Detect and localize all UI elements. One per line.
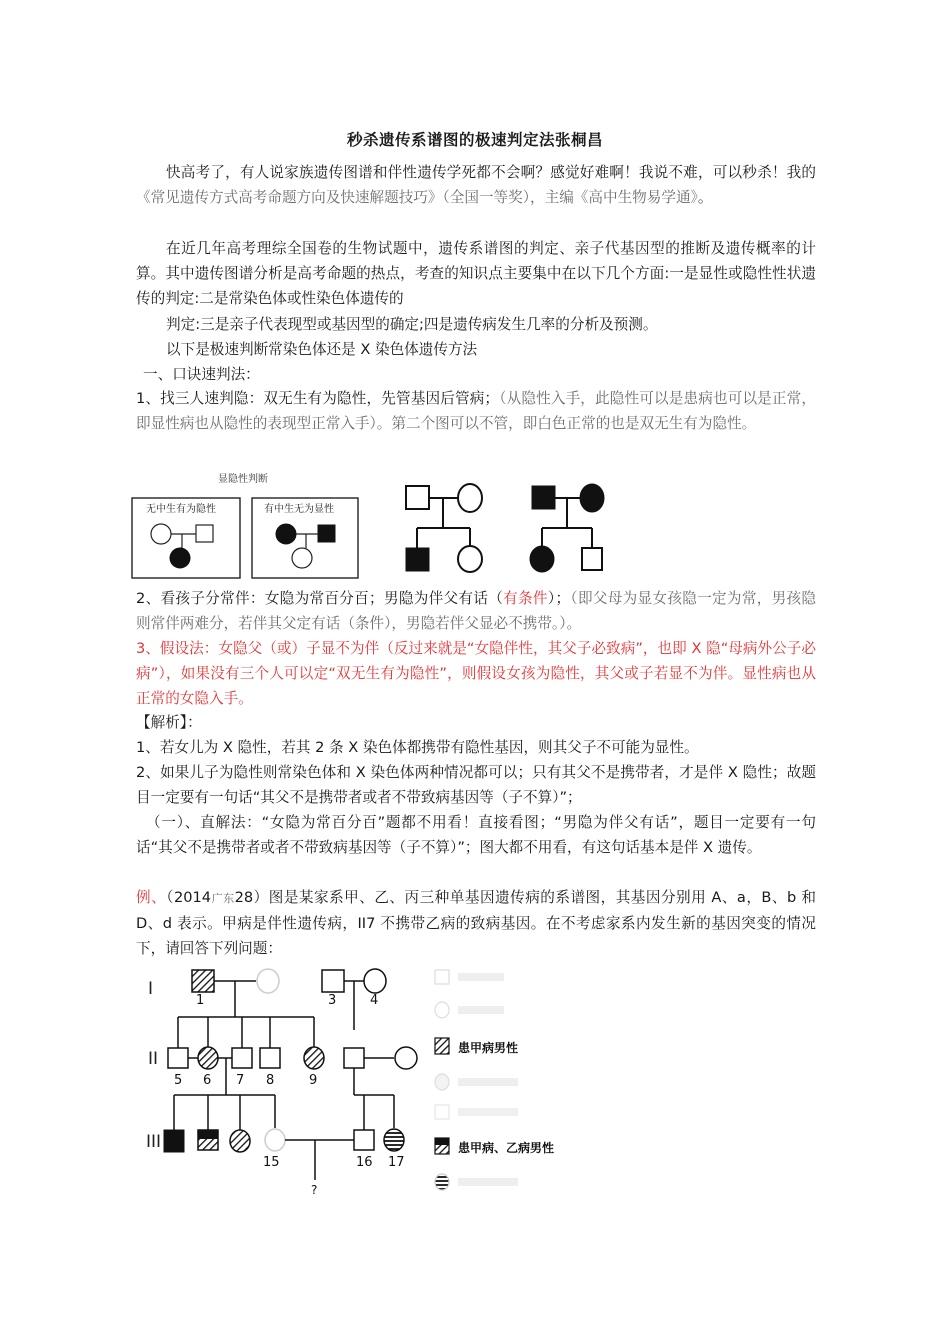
id-5: 5 [174, 1073, 183, 1088]
father-square [196, 525, 213, 542]
rule-3: 3、假设法：女隐父（或）子显不为伴（反过来就是“女隐伴性，其父子必致病”，也即 X 隐“母病外公子必病”），如果没有三个人可以定“双无生有为隐性”，则假设女孩为隐性，其父或子若显不为伴。显性病也从正常的女隐入手。 [136, 640, 816, 707]
individual-4 [364, 969, 386, 993]
id-4: 4 [370, 993, 379, 1008]
id-3: 3 [328, 993, 337, 1008]
id-8: 8 [266, 1073, 275, 1088]
legend-male-a [435, 1038, 449, 1054]
legend-label-male-ab: 患甲病、乙病男性 [458, 1141, 555, 1155]
example-year: （2014 [166, 889, 212, 906]
legend-female-c [435, 1174, 449, 1190]
unknown-offspring: ? [311, 1183, 318, 1197]
rule-1-note: （从隐性入手，此隐性可以是患病也可以是正常，即显性病也从隐性的表现型正常入手）。第二个图可以不管，即白色正常的也是双无生有为隐性。 [136, 390, 816, 432]
figure-1-box-2-label: 有中生无为显性 [264, 504, 334, 515]
id-1: 1 [196, 993, 205, 1008]
individual-11 [395, 1047, 417, 1069]
legend-male-b [435, 1105, 449, 1119]
individual-16 [354, 1130, 374, 1150]
rule-2-lead: 2、看孩子分常伴：女隐为常百分百；男隐为伴父有话（ [136, 590, 504, 607]
id-7: 7 [236, 1073, 245, 1088]
rule-1-lead: 1、找三人速判隐：双无生有为隐性，先管基因后管病； [136, 390, 500, 407]
intro-books: 《常见遗传方式高考命题方向及快速解题技巧》（全国一等奖），主编《高中生物易学通》 [136, 189, 698, 206]
legend-normal-female [435, 1002, 449, 1018]
example-text: 图是某家系甲、乙、丙三种单基因遗传病的系谱图，其基因分别用 A、a，B、b 和 D、d 表示。甲病是伴性遗传病，II7 不携带乙病的致病基因。在不考虑家系内发生新的基因突变的情况下，请回答下列问题： [136, 889, 817, 957]
id-16: 16 [356, 1155, 373, 1170]
rule-2-note: （即父母为显女孩隐一定为常，男孩隐则常伴两难分，若伴其父定有话（条件），男隐若伴父显必不携带。）。 [136, 590, 817, 632]
intro-paragraph [136, 160, 816, 210]
legend-label-male-a: 患甲病男性 [458, 1041, 519, 1055]
figure-dominance-judgement [130, 470, 630, 582]
figure-1-heading: 显隐性判断 [218, 474, 268, 485]
pedigree-4-affected-mother [580, 484, 604, 512]
individual-7 [232, 1048, 252, 1068]
example-source: 广东 [211, 892, 235, 905]
rule-2-condition: 有条件 [503, 590, 548, 607]
pedigree-4-normal-son [582, 548, 602, 570]
intro-text: 快高考了，有人说家族遗传图谱和伴性遗传学死都不会啊？感觉好难啊！我说不难，可以秒杀！我的 [166, 164, 816, 181]
generation-label-3: III [146, 1132, 162, 1152]
pedigree-4-affected-daughter [530, 546, 554, 572]
pedigree-3-mother [458, 484, 482, 512]
example-pedigree-figure [130, 960, 580, 1200]
individual-1 [192, 970, 214, 992]
rule-2 [136, 586, 816, 636]
generation-label-2: II [148, 1049, 159, 1069]
example-number: 28） [234, 889, 269, 906]
individual-2 [257, 969, 279, 993]
legend-female-a [435, 1074, 449, 1090]
individual-5 [168, 1048, 188, 1068]
paragraph-4: 以下是极速判断常染色体还是 X 染色体遗传方法 [166, 341, 478, 358]
example-paragraph [136, 885, 816, 961]
affected-father-square [318, 525, 335, 542]
paragraph-2: 在近几年高考理综全国卷的生物试题中，遗传系谱图的判定、亲子代基因型的推断及遗传概率的计算。其中遗传图谱分析是高考命题的热点，考查的知识点主要集中在以下几个方面:一是显性或隐性性状遗传的判定:二是常染色体或性染色体遗传的 [136, 240, 816, 307]
individual-14 [230, 1130, 250, 1152]
mother-circle [151, 524, 171, 544]
pedigree-3-daughter [458, 546, 482, 572]
legend-normal-male [435, 970, 449, 984]
example-tag: 例、 [136, 889, 167, 906]
rule-2-mid: ）； [547, 590, 571, 607]
individual-15 [265, 1129, 285, 1151]
individual-12 [164, 1130, 184, 1152]
individual-17 [384, 1129, 404, 1151]
id-9: 9 [309, 1073, 318, 1088]
analysis-2: 2、如果儿子为隐性则常染色体和 X 染色体两种情况都可以；只有其父不是携带者，才是伴 X 隐性；故题目一定要有一句话“其父不是携带者或者不带致病基因等（子不算）”； [136, 764, 816, 806]
individual-3 [322, 970, 344, 992]
affected-daughter-circle [170, 548, 190, 568]
normal-daughter-circle [292, 548, 312, 568]
affected-mother-circle [276, 524, 296, 544]
pedigree-3-affected-son [406, 548, 429, 571]
id-15: 15 [263, 1155, 280, 1170]
analysis-heading: 【解析】： [136, 714, 202, 731]
rule-1 [136, 386, 816, 436]
intro-end: 。 [697, 189, 713, 206]
individual-10 [344, 1048, 364, 1068]
id-17: 17 [388, 1155, 405, 1170]
page-title: 秒杀遗传系谱图的极速判定法张桐昌 [346, 131, 603, 149]
direct-method: （一）、直解法：“女隐为常百分百”题都不用看！直接看图；“男隐为伴父有话”，题目一定要有一句话“其父不是携带者或者不带致病基因等（子不算）”；图大都不用看，有这句话基本是伴 X 遗传。 [136, 814, 816, 856]
figure-1-box-1-label: 无中生有为隐性 [146, 504, 216, 515]
pedigree-4-affected-father [532, 486, 555, 509]
individual-6 [198, 1047, 218, 1069]
generation-label-1: I [148, 979, 154, 999]
individual-9 [304, 1047, 324, 1069]
pedigree-3-father [406, 486, 429, 509]
individual-8 [260, 1048, 280, 1068]
id-6: 6 [203, 1073, 212, 1088]
section-heading-1: 一、口诀速判法： [143, 366, 260, 383]
paragraph-3: 判定:三是亲子代表现型或基因型的确定;四是遗传病发生几率的分析及预测。 [166, 316, 658, 333]
analysis-1: 1、若女儿为 X 隐性，若其 2 条 X 染色体都携带有隐性基因，则其父子不可能为显性。 [136, 739, 699, 756]
